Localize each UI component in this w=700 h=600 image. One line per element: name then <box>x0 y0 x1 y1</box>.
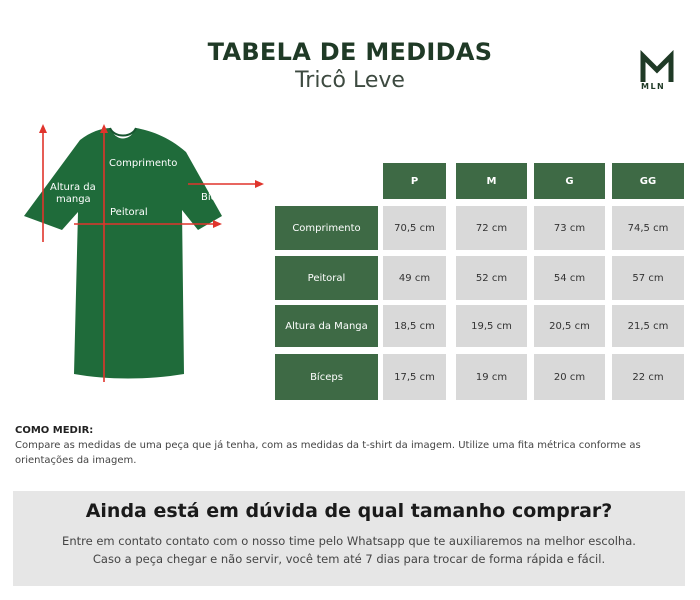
table-cell: 19 cm <box>456 354 527 400</box>
row-label-comprimento: Comprimento <box>275 206 378 250</box>
table-cell: 49 cm <box>383 256 446 300</box>
table-cell: 54 cm <box>534 256 605 300</box>
table-cell: 74,5 cm <box>612 206 684 250</box>
label-peitoral: Peitoral <box>110 207 148 218</box>
help-banner-line2: Caso a peça chegar e não servir, você tem até 7 dias para trocar de forma rápida e fácil. <box>92 552 606 566</box>
row-label-peitoral: Peitoral <box>275 256 378 300</box>
table-cell: 18,5 cm <box>383 305 446 347</box>
table-cell: 57 cm <box>612 256 684 300</box>
label-altura-da-manga-line2: manga <box>56 194 91 205</box>
page-title: TABELA DE MEDIDAS <box>207 38 493 66</box>
help-banner-title: Ainda está em dúvida de qual tamanho comprar? <box>85 500 613 522</box>
size-header-gg: GG <box>612 163 684 199</box>
size-header-g: G <box>534 163 605 199</box>
size-header-p: P <box>383 163 446 199</box>
how-to-measure-title: COMO MEDIR: <box>15 425 94 436</box>
label-biceps: Bíceps <box>201 192 234 203</box>
table-cell: 52 cm <box>456 256 527 300</box>
table-cell: 73 cm <box>534 206 605 250</box>
row-label-altura-da-manga: Altura da Manga <box>275 305 378 347</box>
tshirt-illustration <box>18 118 280 388</box>
size-header-m: M <box>456 163 527 199</box>
help-banner <box>13 491 685 586</box>
table-cell: 21,5 cm <box>612 305 684 347</box>
label-comprimento: Comprimento <box>109 158 178 169</box>
table-cell: 70,5 cm <box>383 206 446 250</box>
table-cell: 20 cm <box>534 354 605 400</box>
brand-logo-text: MLN <box>641 82 666 91</box>
table-cell: 19,5 cm <box>456 305 527 347</box>
table-cell: 17,5 cm <box>383 354 446 400</box>
how-to-measure-text: Compare as medidas de uma peça que já tenha, com as medidas da t-shirt da imagem. Utilize uma fita métrica conforme as orientações da imagem. <box>15 440 641 466</box>
table-cell: 22 cm <box>612 354 684 400</box>
label-altura-da-manga-line1: Altura da <box>50 182 96 193</box>
row-label-biceps: Bíceps <box>275 354 378 400</box>
table-cell: 72 cm <box>456 206 527 250</box>
help-banner-line1: Entre em contato contato com o nosso time pelo Whatsapp que te auxiliaremos na melhor escolha. <box>62 534 636 548</box>
table-cell: 20,5 cm <box>534 305 605 347</box>
page-subtitle: Tricô Leve <box>295 68 405 93</box>
